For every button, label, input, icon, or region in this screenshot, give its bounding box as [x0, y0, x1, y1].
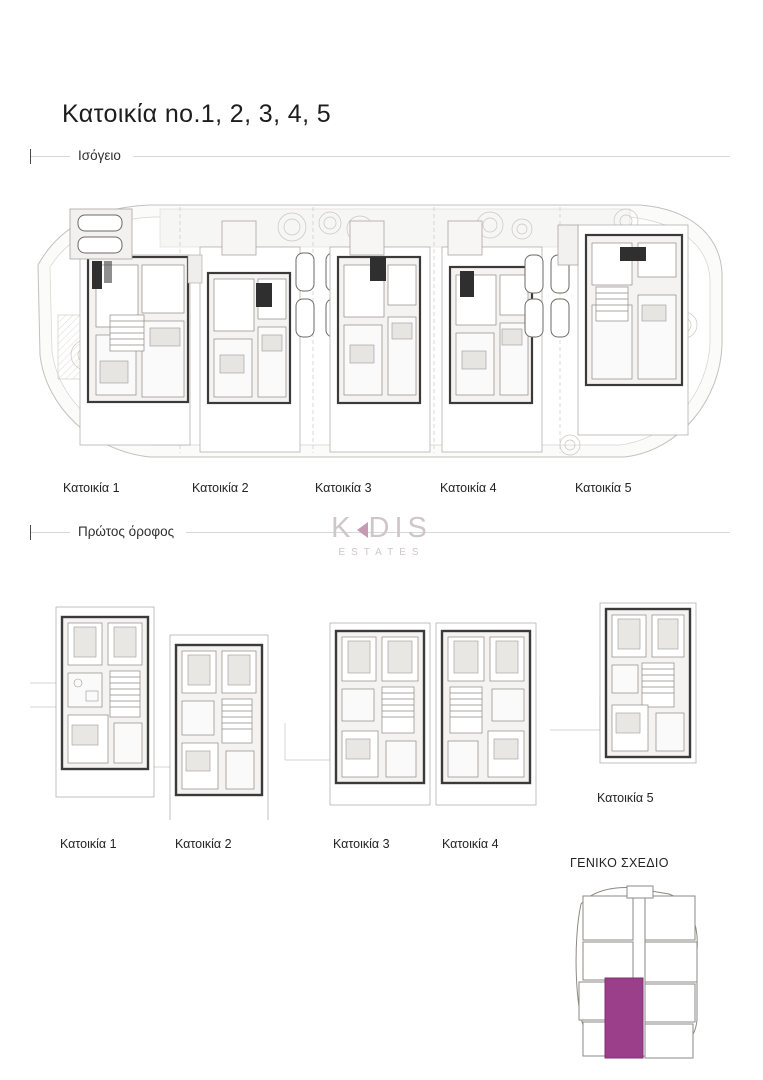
caption-first-unit-2: Κατοικία 2 — [175, 837, 232, 851]
section-header-first-floor — [30, 521, 730, 543]
watermark-text-left: K — [331, 512, 356, 544]
caption-ground-unit-3: Κατοικία 3 — [315, 481, 372, 495]
caption-ground-unit-5: Κατοικία 5 — [575, 481, 632, 495]
caption-first-unit-4: Κατοικία 4 — [442, 837, 499, 851]
section-label-first-floor: Πρώτος όροφος — [70, 521, 186, 543]
section-rule — [30, 156, 730, 157]
caption-first-unit-3: Κατοικία 3 — [333, 837, 390, 851]
section-tick — [30, 525, 31, 540]
caption-ground-unit-2: Κατοικία 2 — [192, 481, 249, 495]
watermark-subtitle: ESTATES — [338, 547, 425, 558]
first-floor-captions — [30, 837, 730, 855]
keyplan-title: ΓΕΝΙΚΟ ΣΧΕΔΙΟ — [570, 856, 669, 870]
keyplan-drawing — [545, 880, 730, 1065]
page-title: Κατοικία no.1, 2, 3, 4, 5 — [62, 100, 332, 128]
caption-ground-unit-4: Κατοικία 4 — [440, 481, 497, 495]
watermark-text-right: DIS — [368, 512, 432, 544]
section-header-ground-floor — [30, 145, 730, 167]
section-label-ground-floor: Ισόγειο — [70, 145, 133, 167]
caption-first-unit-5: Κατοικία 5 — [597, 791, 654, 805]
first-floor-plan-drawing — [30, 555, 730, 820]
caption-ground-unit-1: Κατοικία 1 — [63, 481, 120, 495]
section-tick — [30, 149, 31, 164]
ground-floor-plan-drawing — [30, 195, 730, 470]
ground-floor-captions — [30, 481, 730, 499]
caption-first-unit-1: Κατοικία 1 — [60, 837, 117, 851]
